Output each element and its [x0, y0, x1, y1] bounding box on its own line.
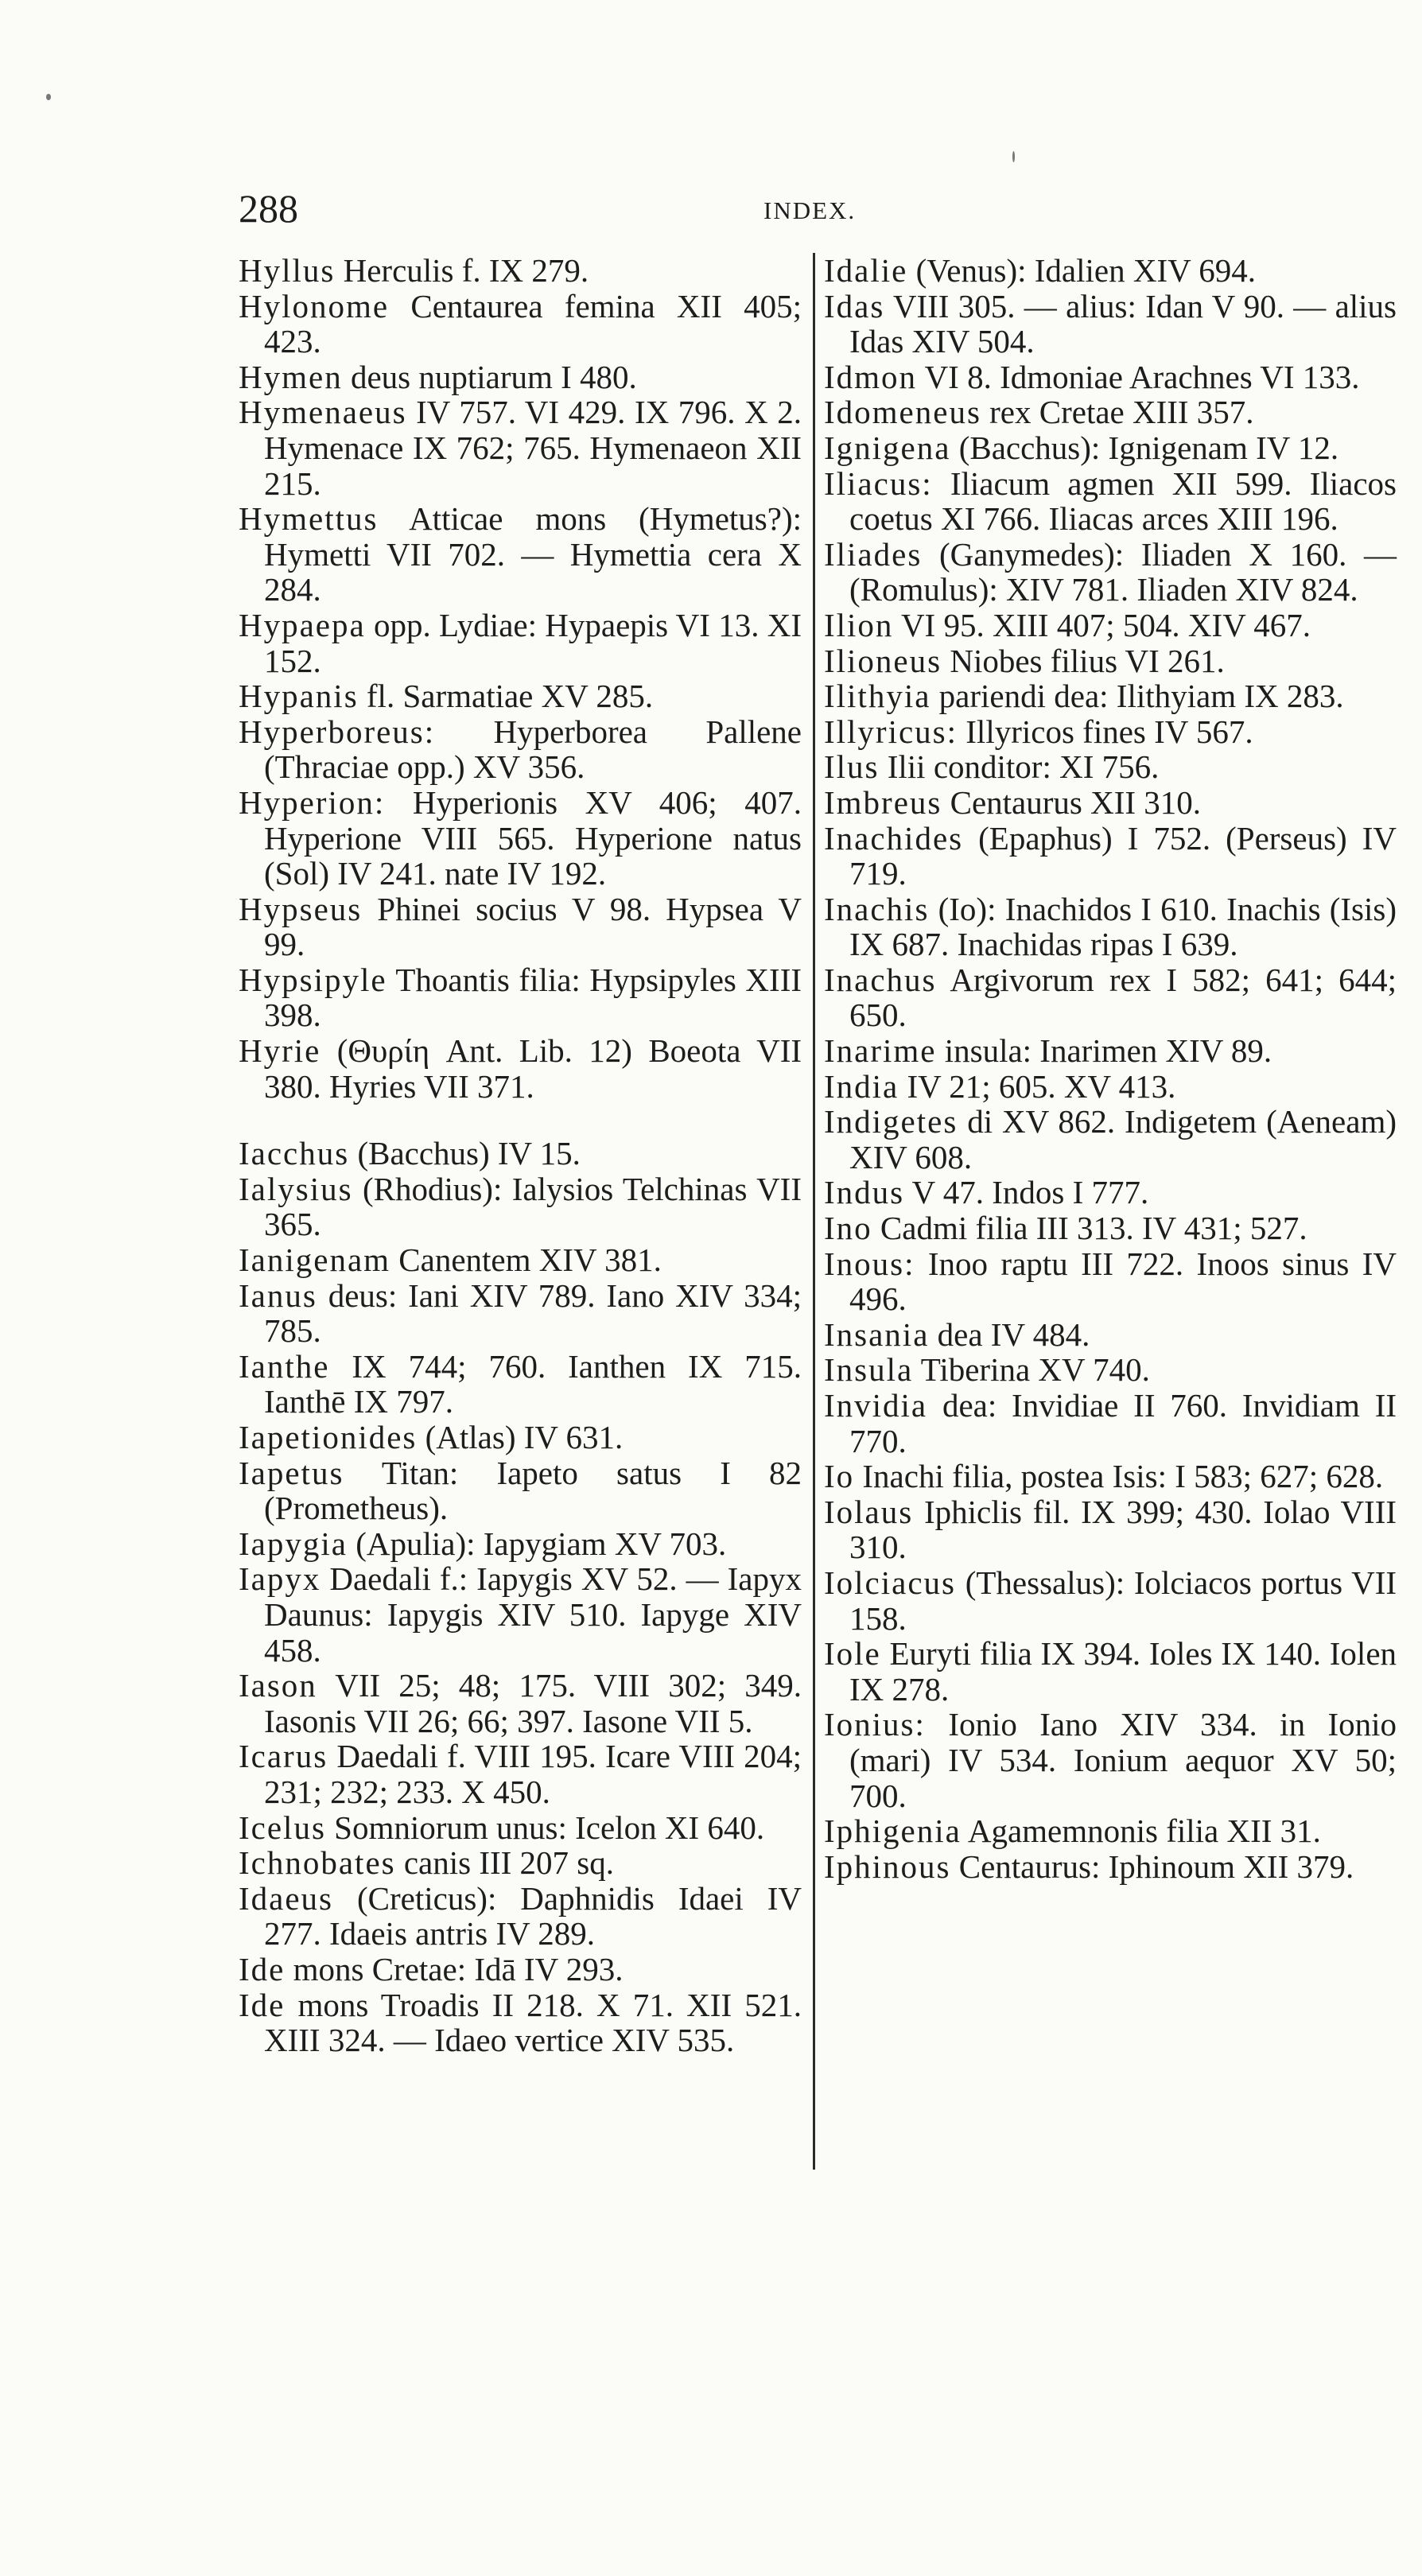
entry-references: (Bacchus) IV 15. [357, 1135, 581, 1172]
entry-headword: Ilioneus [824, 642, 942, 679]
entry-headword: Ilion [824, 606, 894, 643]
index-entry [824, 466, 1397, 537]
index-entry [239, 1952, 802, 1987]
index-entry [824, 892, 1397, 962]
entry-references: Daedali f. VIII 195. Icare VIII 204; 231; 232; 233. X 450. [264, 1738, 802, 1810]
entry-references: Titan: Iapeto satus I 82 (Prometheus). [264, 1454, 802, 1527]
index-entry [824, 1210, 1397, 1246]
entry-references: fl. Sarmatiae XV 285. [366, 678, 654, 715]
entry-headword: Insania [824, 1315, 930, 1353]
index-entry [824, 821, 1397, 892]
entry-headword: Hyllus [239, 252, 336, 289]
index-entry [239, 289, 802, 359]
paper-mark [1012, 151, 1015, 162]
entry-references: Ilii conditor: XI 756. [887, 748, 1160, 786]
index-entry [824, 289, 1397, 359]
column-divider [813, 253, 815, 2170]
entry-references: (Rhodius): Ialysios Telchinas VII 365. [264, 1170, 802, 1243]
entry-references: (Apulia): Iapygiam XV 703. [356, 1525, 727, 1562]
index-entry [239, 1278, 802, 1349]
entry-headword: Idmon [824, 358, 918, 395]
entry-references: Centaurus: Iphinoum XII 379. [958, 1847, 1354, 1885]
entry-headword: Hymen [239, 358, 343, 395]
index-entry [239, 1526, 802, 1562]
entry-headword: Ialysius [239, 1170, 353, 1207]
entry-references: IV 757. VI 429. IX 796. X 2. Hymenace IX 762; 765. Hymenaeon XII 215. [264, 394, 802, 502]
entry-headword: Iacchus [239, 1135, 350, 1172]
entry-references: (Venus): Idalien XIV 694. [915, 252, 1256, 289]
entry-references: mons Cretae: Idā IV 293. [293, 1950, 624, 1987]
index-entry [824, 1104, 1397, 1175]
entry-headword: Hymettus [239, 500, 379, 538]
entry-headword: Inachides [824, 819, 964, 857]
entry-headword: Hyperion: [239, 783, 386, 821]
index-entry [824, 1707, 1397, 1813]
index-entry [824, 253, 1397, 289]
entry-headword: Illyricus: [824, 713, 958, 750]
entry-headword: Indus [824, 1174, 905, 1211]
entry-headword: Ilus [824, 748, 880, 786]
entry-references: VII 25; 48; 175. VIII 302; 349. Iasonis VII 26; 66; 397. Iasone VII 5. [264, 1667, 802, 1739]
entry-headword: Iapetus [239, 1454, 344, 1491]
entry-references: dea: Invidiae II 760. Invidiam II 770. [849, 1387, 1397, 1459]
entry-references: opp. Lydiae: Hypaepis VI 13. XI 152. [264, 606, 802, 679]
entry-headword: Ianthe [239, 1347, 330, 1385]
index-entry [239, 1455, 802, 1526]
index-entry [239, 785, 802, 892]
entry-references: (Atlas) IV 631. [425, 1419, 624, 1455]
entry-headword: Io [824, 1458, 855, 1495]
entry-headword: Ianus [239, 1276, 317, 1314]
entry-headword: Inachis [824, 890, 930, 927]
index-entry [824, 1388, 1397, 1459]
entry-references: Hyperborea Pallene (Thraciae opp.) XV 356. [264, 713, 802, 786]
entry-headword: Iole [824, 1635, 881, 1673]
index-entry [239, 1171, 802, 1242]
index-entry [239, 962, 802, 1033]
index-column-left [239, 253, 802, 2058]
entry-headword: Ilithyia [824, 678, 931, 715]
index-entry [239, 1242, 802, 1278]
index-entry [824, 1033, 1397, 1069]
index-entry [239, 1033, 802, 1104]
entry-references: VIII 305. — alius: Idan V 90. — alius Idas XIV 504. [849, 287, 1397, 360]
entry-headword: Iliades [824, 535, 923, 573]
entry-references: Phinei socius V 98. Hypsea V 99. [264, 890, 802, 963]
entry-references: Illyricos fines IV 567. [965, 713, 1253, 750]
entry-references: Somniorum unus: Icelon XI 640. [334, 1809, 765, 1846]
index-entry [239, 714, 802, 785]
entry-references: Centaurea femina XII 405; 423. [264, 287, 802, 360]
page-number: 288 [239, 186, 298, 231]
index-entry [824, 749, 1397, 785]
entry-references: Atticae mons (Hymetus?): Hymetti VII 702. — Hymettia cera X 284. [264, 500, 802, 608]
entry-references: rex Cretae XIII 357. [989, 394, 1254, 431]
entry-headword: Inous: [824, 1245, 915, 1282]
index-entry [824, 1565, 1397, 1636]
index-entry [239, 1845, 802, 1881]
index-entry [239, 1136, 802, 1171]
index-entry [239, 1881, 802, 1952]
entry-references: VI 8. Idmoniae Arachnes VI 133. [924, 358, 1360, 395]
entry-references: (Ganymedes): Iliaden X 160. — (Romulus): XIV 781. Iliaden XIV 824. [849, 535, 1397, 608]
entry-headword: Iliacus: [824, 464, 933, 502]
entry-headword: Insula [824, 1351, 914, 1389]
index-entry [239, 1420, 802, 1455]
index-entry [239, 359, 802, 395]
index-entry [239, 1561, 802, 1668]
index-entry [824, 1494, 1397, 1565]
entry-headword: Hypanis [239, 678, 359, 715]
entry-references: deus nuptiarum I 480. [350, 358, 637, 395]
index-entry [824, 714, 1397, 750]
index-entry [239, 1810, 802, 1846]
index-entry [824, 1459, 1397, 1494]
entry-headword: Iolciacus [824, 1564, 956, 1601]
entry-headword: Ichnobates [239, 1844, 396, 1882]
entry-references: (Thessalus): Iolciacos portus VII 158. [849, 1564, 1397, 1637]
entry-references: (Θυρίη Ant. Lib. 12) Boeota VII 380. Hyries VII 371. [264, 1032, 802, 1105]
entry-headword: Idalie [824, 252, 908, 289]
index-entry [824, 537, 1397, 608]
index-entry [239, 253, 802, 289]
entry-references: di XV 862. Indigetem (Aeneam) XIV 608. [849, 1103, 1397, 1175]
entry-headword: Invidia [824, 1387, 928, 1424]
page-header [239, 185, 1392, 232]
entry-headword: Hylonome [239, 287, 390, 324]
entry-headword: Ignigena [824, 429, 951, 466]
index-entry [824, 430, 1397, 466]
entry-headword: Iphinous [824, 1847, 951, 1885]
index-entry [824, 1352, 1397, 1388]
letter-section-gap [239, 1104, 802, 1136]
index-entry [239, 1349, 802, 1420]
index-entry [824, 678, 1397, 714]
entry-headword: India [824, 1067, 899, 1105]
entry-references: VI 95. XIII 407; 504. XIV 467. [900, 606, 1311, 643]
entry-references: deus: Iani XIV 789. Iano XIV 334; 785. [264, 1276, 802, 1350]
entry-references: (Io): Inachidos I 610. Inachis (Isis) IX 687. Inachidas ripas I 639. [849, 890, 1397, 963]
entry-references: Niobes filius VI 261. [950, 642, 1225, 679]
entry-references: dea IV 484. [937, 1315, 1090, 1353]
entry-headword: Ianigenam [239, 1241, 391, 1279]
entry-references: Herculis f. IX 279. [343, 252, 589, 289]
entry-headword: Ide [239, 1950, 286, 1987]
entry-headword: Iapyx [239, 1560, 321, 1598]
index-entry [824, 1069, 1397, 1105]
index-entry [239, 1739, 802, 1809]
entry-references: Inoo raptu III 722. Inoos sinus IV 496. [849, 1245, 1397, 1318]
entry-references: Iliacum agmen XII 599. Iliacos coetus XI 766. Iliacas arces XIII 196. [849, 464, 1397, 538]
entry-references: IX 744; 760. Ianthen IX 715. Ianthē IX 797. [264, 1347, 802, 1420]
entry-headword: Hypaepa [239, 606, 366, 643]
entry-headword: Imbreus [824, 783, 942, 821]
entry-headword: Ino [824, 1210, 872, 1247]
index-entry [824, 1849, 1397, 1885]
index-entry [824, 643, 1397, 679]
index-entry [239, 1987, 802, 2058]
entry-references: Canentem XIV 381. [398, 1241, 662, 1279]
entry-references: Ionio Iano XIV 334. in Ionio (mari) IV 534. Ionium aequor XV 50; 700. [849, 1706, 1397, 1814]
entry-references: Centaurus XII 310. [950, 783, 1202, 821]
entry-references: Cadmi filia III 313. IV 431; 527. [880, 1210, 1307, 1247]
entry-references: insula: Inarimen XIV 89. [944, 1032, 1272, 1070]
index-entry [824, 1246, 1397, 1317]
index-entry [824, 1636, 1397, 1707]
entry-references: IV 21; 605. XV 413. [907, 1067, 1176, 1105]
entry-headword: Hypseus [239, 890, 363, 927]
paper-speck [46, 94, 51, 100]
index-entry [824, 608, 1397, 643]
entry-headword: Hypsipyle [239, 961, 387, 998]
entry-headword: Iolaus [824, 1493, 914, 1530]
entry-headword: Icelus [239, 1809, 326, 1846]
entry-headword: Ide [239, 1986, 286, 2023]
entry-references: (Creticus): Daphnidis Idaei IV 277. Idaeis antris IV 289. [264, 1879, 802, 1952]
entry-headword: Icarus [239, 1738, 328, 1775]
entry-references: Tiberina XV 740. [920, 1351, 1150, 1389]
index-entry [239, 394, 802, 501]
entry-references: Thoantis filia: Hypsipyles XIII 398. [264, 961, 802, 1034]
entry-references: pariendi dea: Ilithyiam IX 283. [938, 678, 1344, 715]
entry-headword: Hyperboreus: [239, 713, 436, 750]
index-entry [824, 359, 1397, 395]
index-entry [239, 1668, 802, 1739]
entry-references: Hyperionis XV 406; 407. Hyperione VIII 565. Hyperione natus (Sol) IV 241. nate IV 192. [264, 783, 802, 892]
index-entry [239, 501, 802, 608]
index-entry [824, 1317, 1397, 1353]
index-entry [824, 962, 1397, 1033]
index-entry [239, 892, 802, 962]
entry-references: (Bacchus): Ignigenam IV 12. [958, 429, 1339, 466]
entry-references: Inachi filia, postea Isis: I 583; 627; 628. [862, 1458, 1384, 1495]
index-entry [824, 1813, 1397, 1849]
entry-headword: Idomeneus [824, 394, 981, 431]
entry-headword: Iphigenia [824, 1813, 962, 1850]
index-column-right [824, 253, 1397, 1884]
entry-headword: Ionius: [824, 1706, 926, 1743]
entry-references: V 47. Indos I 777. [911, 1174, 1149, 1211]
running-head: INDEX. [763, 196, 857, 224]
entry-references: canis III 207 sq. [403, 1844, 615, 1882]
index-entry [239, 678, 802, 714]
index-entry [824, 785, 1397, 821]
entry-references: Euryti filia IX 394. Ioles IX 140. Iolen IX 278. [849, 1635, 1397, 1708]
entry-references: Iphiclis fil. IX 399; 430. Iolao VIII 310. [849, 1493, 1397, 1566]
index-entry [239, 608, 802, 678]
index-entry [824, 1175, 1397, 1210]
entry-references: (Epaphus) I 752. (Perseus) IV 719. [849, 819, 1397, 892]
index-entry [824, 394, 1397, 430]
entry-references: Agamemnonis filia XII 31. [967, 1813, 1321, 1850]
entry-headword: Inachus [824, 961, 937, 998]
entry-headword: Iason [239, 1667, 317, 1704]
entry-headword: Hyrie [239, 1032, 321, 1070]
entry-references: Daedali f.: Iapygis XV 52. — Iapyx Daunus: Iapygis XIV 510. Iapyge XIV 458. [264, 1560, 802, 1669]
entry-headword: Hymenaeus [239, 394, 407, 431]
entry-headword: Inarime [824, 1032, 937, 1070]
entry-headword: Indigetes [824, 1103, 958, 1140]
entry-headword: Iapygia [239, 1525, 348, 1562]
entry-references: Argivorum rex I 582; 641; 644; 650. [849, 961, 1397, 1034]
entry-headword: Idaeus [239, 1879, 334, 1917]
entry-headword: Iapetionides [239, 1419, 418, 1455]
entry-headword: Idas [824, 287, 885, 324]
entry-references: mons Troadis II 218. X 71. XII 521. XIII 324. — Idaeo vertice XIV 535. [264, 1986, 802, 2059]
